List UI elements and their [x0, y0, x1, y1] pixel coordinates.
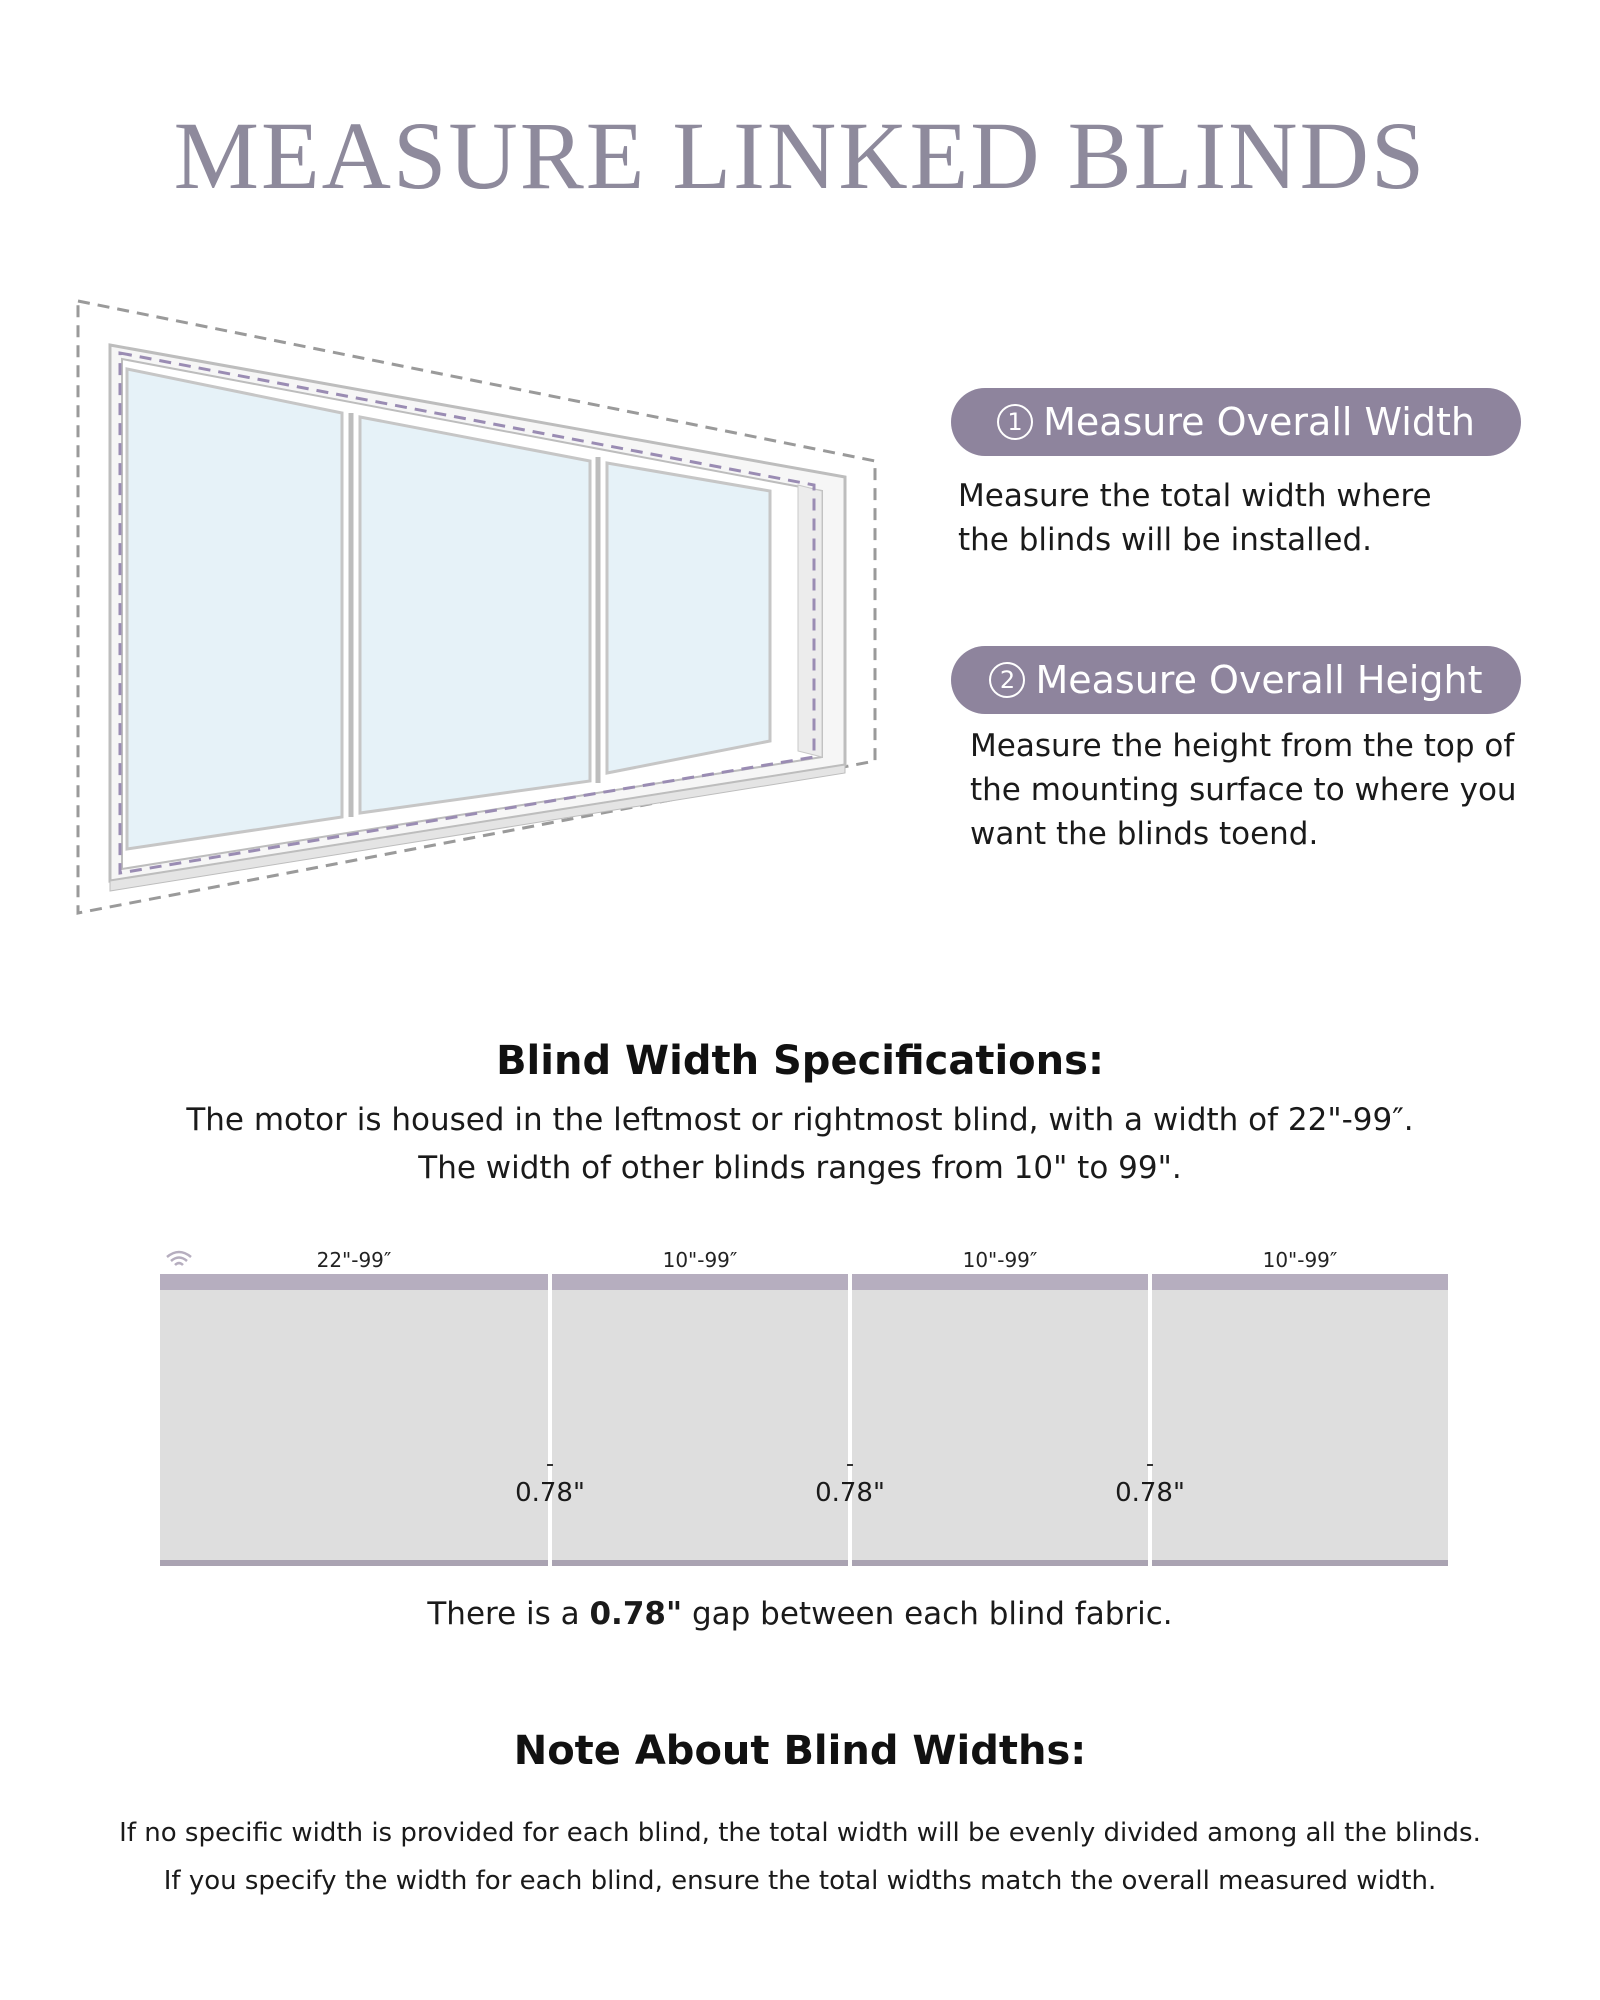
- blind-fabric: [852, 1290, 1148, 1560]
- window-recess: [798, 485, 822, 757]
- step-2-label: Measure Overall Height: [1035, 658, 1483, 702]
- step-1-description: Measure the total width where the blinds will be installed.: [958, 478, 1432, 558]
- blind-bottom-bar: [1152, 1560, 1448, 1566]
- blind-bottom-bar: [852, 1560, 1148, 1566]
- blind-bottom-bar: [160, 1560, 548, 1566]
- blind-headrail: [552, 1274, 848, 1290]
- blind-fabric: [552, 1290, 848, 1560]
- gap-label: 0.78": [815, 1478, 885, 1508]
- gap-tick: [547, 1464, 553, 1466]
- step-1-label: Measure Overall Width: [1043, 400, 1475, 444]
- gap-note: [0, 1596, 1600, 1632]
- gap-tick: [847, 1464, 853, 1466]
- blind-width-label: 10"-99″: [662, 1248, 738, 1272]
- step-2-number-icon: 2: [989, 662, 1025, 698]
- window-pane-middle: [360, 417, 590, 813]
- page-title: MEASURE LINKED BLINDS: [173, 102, 1427, 209]
- window-pane-right: [607, 463, 770, 773]
- step-1-number-icon: 1: [997, 404, 1033, 440]
- blind-headrail: [852, 1274, 1148, 1290]
- blind-width-label: 10"-99″: [1262, 1248, 1338, 1272]
- step-1-pill: [951, 388, 1521, 456]
- blinds-diagram: [160, 1240, 1450, 1580]
- gap-label: 0.78": [515, 1478, 585, 1508]
- gap-note-suffix: gap between each blind fabric.: [682, 1596, 1173, 1632]
- blind-headrail: [160, 1274, 548, 1290]
- blind-fabric: [160, 1290, 548, 1560]
- step-2-description: Measure the height from the top of the mounting surface to where you want the blinds toend.: [970, 728, 1517, 852]
- blind-fabric: [1152, 1290, 1448, 1560]
- window-pane-left: [127, 369, 342, 849]
- window-illustration: [70, 295, 890, 935]
- note-heading: Note About Blind Widths:: [513, 1728, 1087, 1774]
- blind-width-label: 22"-99″: [316, 1248, 392, 1272]
- note-line-1: If no specific width is provided for each blind, the total width will be evenly divided among all the blinds.: [119, 1818, 1481, 1848]
- gap-tick: [1147, 1464, 1153, 1466]
- gap-label: 0.78": [1115, 1478, 1185, 1508]
- spec-line-2: The width of other blinds ranges from 10" to 99".: [418, 1150, 1182, 1186]
- blind-bottom-bar: [552, 1560, 848, 1566]
- gap-note-value: 0.78": [589, 1596, 683, 1632]
- step-2-pill: [951, 646, 1521, 714]
- blind-headrail: [1152, 1274, 1448, 1290]
- note-line-2: If you specify the width for each blind, ensure the total widths match the overall measured width.: [163, 1866, 1437, 1896]
- blind-width-label: 10"-99″: [962, 1248, 1038, 1272]
- spec-line-1: The motor is housed in the leftmost or rightmost blind, with a width of 22"-99″.: [186, 1102, 1414, 1138]
- spec-heading: Blind Width Specifications:: [496, 1038, 1104, 1084]
- gap-note-prefix: There is a: [427, 1596, 590, 1632]
